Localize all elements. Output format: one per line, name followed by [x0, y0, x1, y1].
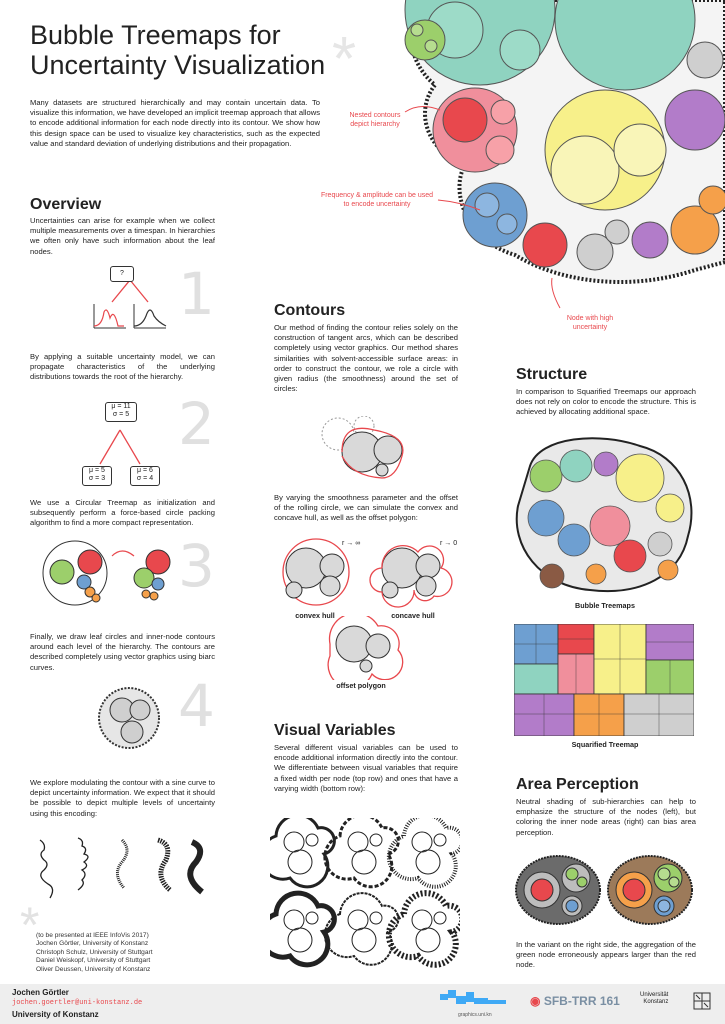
- note-connectors: [380, 100, 580, 320]
- offset-polygon-caption: offset polygon: [336, 681, 386, 690]
- circle-packing-sketch: [40, 538, 190, 608]
- left-node-box: [82, 466, 112, 486]
- visual-variables-grid: [270, 818, 460, 968]
- r-zero-label: r → 0: [440, 540, 458, 547]
- intro-text: Many datasets are structured hierarchically and may contain uncertain data. To visualize this information, we have developed an implicit treemap approach that allows to encode additional information for each node directly into its contour. We show how this design space can be used to visualize key characteristics, such as the expected value and standard deviation of underlying distributions and their propagation.: [30, 98, 320, 148]
- overview-text-3: We use a Circular Treemap as initialization and subsequently perform a force-based circle packing algorithm to find a more compact representation.: [30, 498, 215, 528]
- asterisk-decoration-2: *: [20, 897, 40, 953]
- step-number-3: 3: [178, 532, 215, 600]
- sfb-logo: [530, 994, 620, 1008]
- overview-text-4: Finally, we draw leaf circles and inner-node contours around each level of the hierarchy. The contours are described completely using vector graphics using biarc curves.: [30, 632, 215, 672]
- left-sigma: σ = 3: [88, 475, 106, 482]
- right-node-box: [130, 466, 160, 486]
- credits-venue: (to be presented at IEEE InfoVis 2017): [36, 932, 149, 939]
- convex-hull-caption: convex hull: [295, 611, 335, 620]
- overview-heading: Overview: [30, 196, 102, 213]
- credits-author-2: Christoph Schulz, University of Stuttgart: [36, 948, 153, 956]
- credits-author-3: Daniel Weiskopf, University of Stuttgart: [36, 957, 151, 965]
- konstanz-logo-line-2: Konstanz: [643, 999, 669, 1005]
- sfb-eye-icon: ◉: [530, 994, 541, 1008]
- concave-hull-figure: [368, 538, 458, 610]
- area-perception-heading: Area Perception: [516, 776, 639, 793]
- offset-polygon-figure: [318, 616, 408, 680]
- convex-hull-figure: [272, 538, 362, 610]
- visual-variables-heading: Visual Variables: [274, 722, 396, 739]
- credits-author-1: Jochen Görtler, University of Konstanz: [36, 940, 149, 948]
- contour-sketch: [94, 686, 164, 756]
- right-mu: μ = 6: [137, 467, 153, 474]
- contours-heading: Contours: [274, 302, 346, 319]
- sine-encoding-examples: [32, 830, 212, 900]
- note-high-uncertainty: Node with high uncertainty: [566, 315, 614, 331]
- step-number-2: 2: [178, 390, 215, 458]
- overview-text-1: Uncertainties can arise for example when we collect multiple measurements over a timespan. In hierarchies we often only have such information about the leaf nodes.: [30, 216, 215, 256]
- konstanz-emblem-icon: [693, 992, 711, 1010]
- root-node-box: [105, 402, 137, 422]
- overview-text-2: By applying a suitable uncertainty model, we can propagate characteristics of the underlying distributions towards the root of the hierarchy.: [30, 352, 215, 382]
- structure-text: In comparison to Squarified Treemaps our approach does not rely on color to encode the structure. This is achieved by allocating additional space.: [516, 387, 696, 417]
- root-sigma: σ = 5: [112, 411, 130, 418]
- overview-text-5: We explore modulating the contour with a sine curve to depict uncertainty information. We expect that it should be possible to depict multiple levels of uncertainty using this encoding:: [30, 778, 215, 818]
- structure-heading: Structure: [516, 366, 588, 383]
- area-perception-text-1: Neutral shading of sub-hierarchies can help to emphasize the structure of the nodes (left), but coloring the inner node areas (right) can bias area perception.: [516, 797, 696, 837]
- sfb-logo-text: SFB-TRR 161: [543, 994, 620, 1008]
- contours-text-1: Our method of finding the contour relies solely on the construction of tangent arcs, which can be described completely using vector graphics. Our method shares similarities with solvent-accessible surface areas: in order to construct the contour, we role a circle with given radius (the smoothness) around the set of circles:: [274, 323, 458, 394]
- step-number-4: 4: [178, 672, 215, 740]
- note-frequency-amplitude: Frequency & amplitude can be used to encode uncertainty: [320, 192, 434, 208]
- r-infinity-label: r → ∞: [342, 540, 361, 547]
- squarified-treemap-example: [514, 624, 694, 736]
- unknown-node-box: [110, 266, 134, 282]
- konstanz-logo: [640, 992, 668, 1006]
- root-mu: μ = 11: [111, 403, 131, 410]
- footer-university: University of Konstanz: [12, 1010, 99, 1019]
- footer-email[interactable]: jochen.goertler@uni-konstanz.de: [12, 999, 143, 1007]
- footer: [0, 984, 725, 1024]
- concave-hull-caption: concave hull: [391, 611, 435, 620]
- left-mu: μ = 5: [89, 467, 105, 474]
- title: [30, 20, 370, 80]
- title-line-2: Uncertainty Visualization: [30, 50, 326, 80]
- area-perception-text-2: In the variant on the right side, the aggregation of the green node erroneously appears larger than the red node.: [516, 940, 696, 970]
- right-sigma: σ = 4: [136, 475, 154, 482]
- graphics-logo-text: graphics.uni.kn: [458, 1012, 492, 1018]
- area-perception-colored: [606, 852, 696, 928]
- credits: [36, 932, 153, 974]
- note-nested-contours: Nested contours depict hierarchy: [349, 112, 401, 128]
- question-mark: ?: [120, 270, 124, 277]
- title-line-1: Bubble Treemaps for: [30, 20, 281, 50]
- credits-author-4: Oliver Deussen, University of Konstanz: [36, 965, 151, 973]
- rolling-circle-sketch: [312, 416, 422, 480]
- bubble-treemaps-caption: Bubble Treemaps: [575, 601, 635, 610]
- footer-author: Jochen Görtler: [12, 988, 69, 997]
- squarified-treemap-caption: Squarified Treemap: [571, 740, 639, 749]
- bubble-treemap-example: [510, 436, 695, 596]
- graphics-logo: [438, 988, 518, 1012]
- contours-text-2: By varying the smoothness parameter and the offset of the rolling circle, we can simulate the convex and concave hull, as well as the offset polygon:: [274, 493, 458, 523]
- asterisk-decoration: *: [332, 25, 357, 94]
- visual-variables-text: Several different visual variables can be used to encode additional information directly into the contour. We differentiate between visual variables that require a fixed width per node (top row) and ones that have a varying width (bottom row):: [274, 743, 458, 793]
- konstanz-logo-line-1: Universität: [640, 992, 669, 998]
- step-number-1: 1: [178, 260, 215, 328]
- area-perception-neutral: [514, 852, 604, 928]
